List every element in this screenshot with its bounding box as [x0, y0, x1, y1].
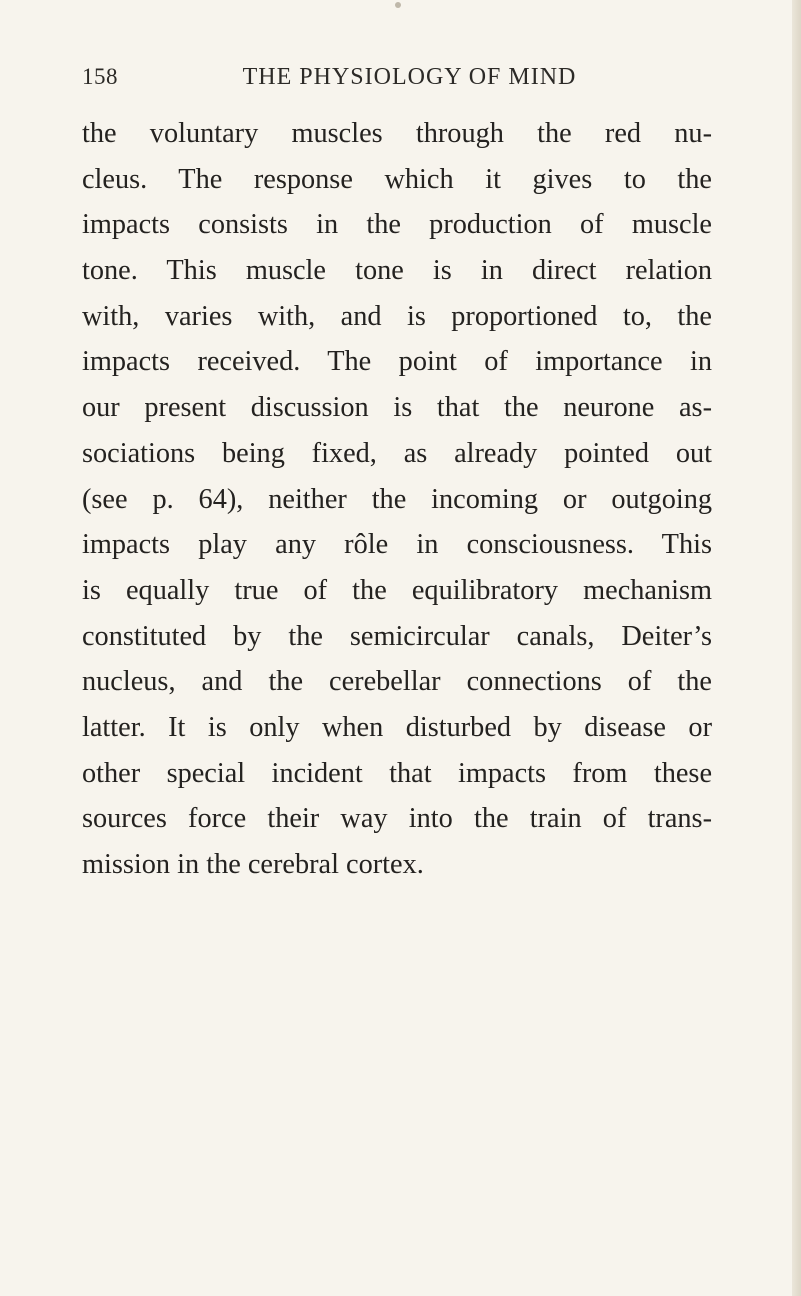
- text-line: is equally true of the equilibratory mechanism: [82, 574, 712, 606]
- text-line: mission in the cerebral cortex.: [82, 849, 424, 880]
- text-line: impacts consists in the production of muscle: [82, 209, 712, 241]
- running-title: THE PHYSIOLOGY OF MIND: [242, 64, 577, 90]
- text-line: impacts play any rôle in consciousness. This: [82, 529, 712, 561]
- text-line: latter. It is only when disturbed by disease or: [82, 711, 712, 743]
- text-line: nucleus, and the cerebellar connections of the: [82, 666, 712, 698]
- text-line: the voluntary muscles through the red nu-: [82, 118, 712, 149]
- text-line: sources force their way into the train of trans-: [82, 803, 712, 835]
- text-line: (see p. 64), neither the incoming or outgoing: [82, 483, 712, 515]
- running-head: [82, 64, 712, 98]
- text-line: constituted by the semicircular canals, Deiter’s: [82, 620, 712, 652]
- text-line: tone. This muscle tone is in direct relation: [82, 255, 712, 287]
- body-paragraph: [82, 111, 712, 888]
- text-line: impacts received. The point of importance in: [82, 346, 712, 378]
- ink-speck: [395, 2, 401, 8]
- text-line: other special incident that impacts from these: [82, 757, 712, 789]
- text-line: cleus. The response which it gives to the: [82, 163, 712, 195]
- text-line: our present discussion is that the neurone as-: [82, 392, 712, 424]
- text-line: with, varies with, and is proportioned to, the: [82, 300, 712, 332]
- page-edge: [792, 0, 801, 1296]
- text-line: sociations being fixed, as already pointed out: [82, 437, 712, 469]
- page-number: 158: [82, 64, 118, 89]
